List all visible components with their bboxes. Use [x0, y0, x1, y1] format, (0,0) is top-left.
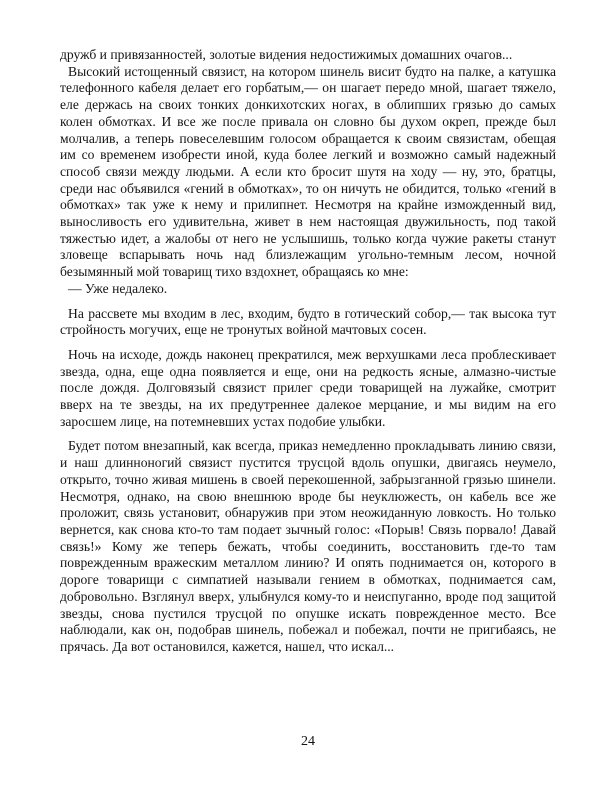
paragraph-3-dialogue: — Уже недалеко.	[68, 280, 168, 296]
paragraph-1: дружб и привязанностей, золотые видения недостижимых домашних очагов...	[60, 47, 513, 62]
paragraph-4: На рассвете мы входим в лес, входим, будто в готический собор,— так высока тут стройность могучих, еще не тронутых войной мачтовых сосен.	[60, 305, 556, 338]
page-number: 24	[301, 734, 315, 749]
page-text	[60, 47, 556, 656]
paragraph-6: Будет потом внезапный, как всегда, приказ немедленно прокладывать линию связи, и наш длинноногий связист пустится трусцой вдоль опушки, двигаясь неумело, открыто, точно живая мишень в своей перекошенной, забрызганной грязью шинели. Несмотря, однако, на свою внешнюю вроде бы неуклюжесть, он кабель все же проложит, связь установит, обнаружив при этом неожиданную ловкость. Но только вернется, как снова кто-то там подает зычный голос: «Порыв! Связь порвало! Давай связь!» Кому же теперь бежать, чтобы соединить, восстановить где-то там поврежденным вражеским металлом линию? И опять поднимается он, которого в дороге товарищи с симпатией называли гением в обмотках, поднимается сам, добровольно. Взглянул вверх, улыбнулся кому-то и неиспуганно, вроде под защитой звезды, снова пустился трусцой по опушке искать поврежденное место. Все наблюдали, как он, подобрав шинель, побежал и побежал, почти не пригибаясь, не прячась. Да вот остановился, кажется, нашел, что искал...	[60, 438, 556, 654]
paragraph-2: Высокий истощенный связист, на котором шинель висит будто на палке, а катушка телефонного кабеля делает его горбатым,— он шагает передо мной, шагает тяжело, еле держась на своих тонких донкихотских ногах, в облипших грязью до самых колен обмотках. И все же после привала он словно бы духом окреп, прежде был молчалив, а теперь повеселевшим голосом обращается к своим связистам, обещая им со временем изобрести иной, куда более легкий и возможно самый надежный способ связи между людьми. А если кто бросит шутя на ходу — ну, это, братцы, среди нас объявился «гений в обмотках», то он ничуть не обидится, только «гений в обмотках» так уже к нему и прилипнет. Несмотря на крайне изможденный вид, выносливость его удивительна, живет в нем настоящая двужильность, под такой тяжестью идет, а жалобы от него не услышишь, только когда чужие ракеты станут зловеще вспарывать ночь над близлежащим угольно-темным лесом, ночной безымянный мой товарищ тихо вздохнет, обращаясь ко мне:	[60, 63, 556, 280]
paragraph-5: Ночь на исходе, дождь наконец прекратился, меж верхушками леса проблескивает звезда, одна, еще одна появляется и еще, они на редкость ясные, алмазно-чистые после дождя. Долговязый связист прилег среди товарищей на лужайке, смотрит вверх на те звезды, на их предутреннее далекое мерцание, и мы видим на его заросшем лице, на потемневших устах подобие улыбки.	[60, 346, 556, 429]
